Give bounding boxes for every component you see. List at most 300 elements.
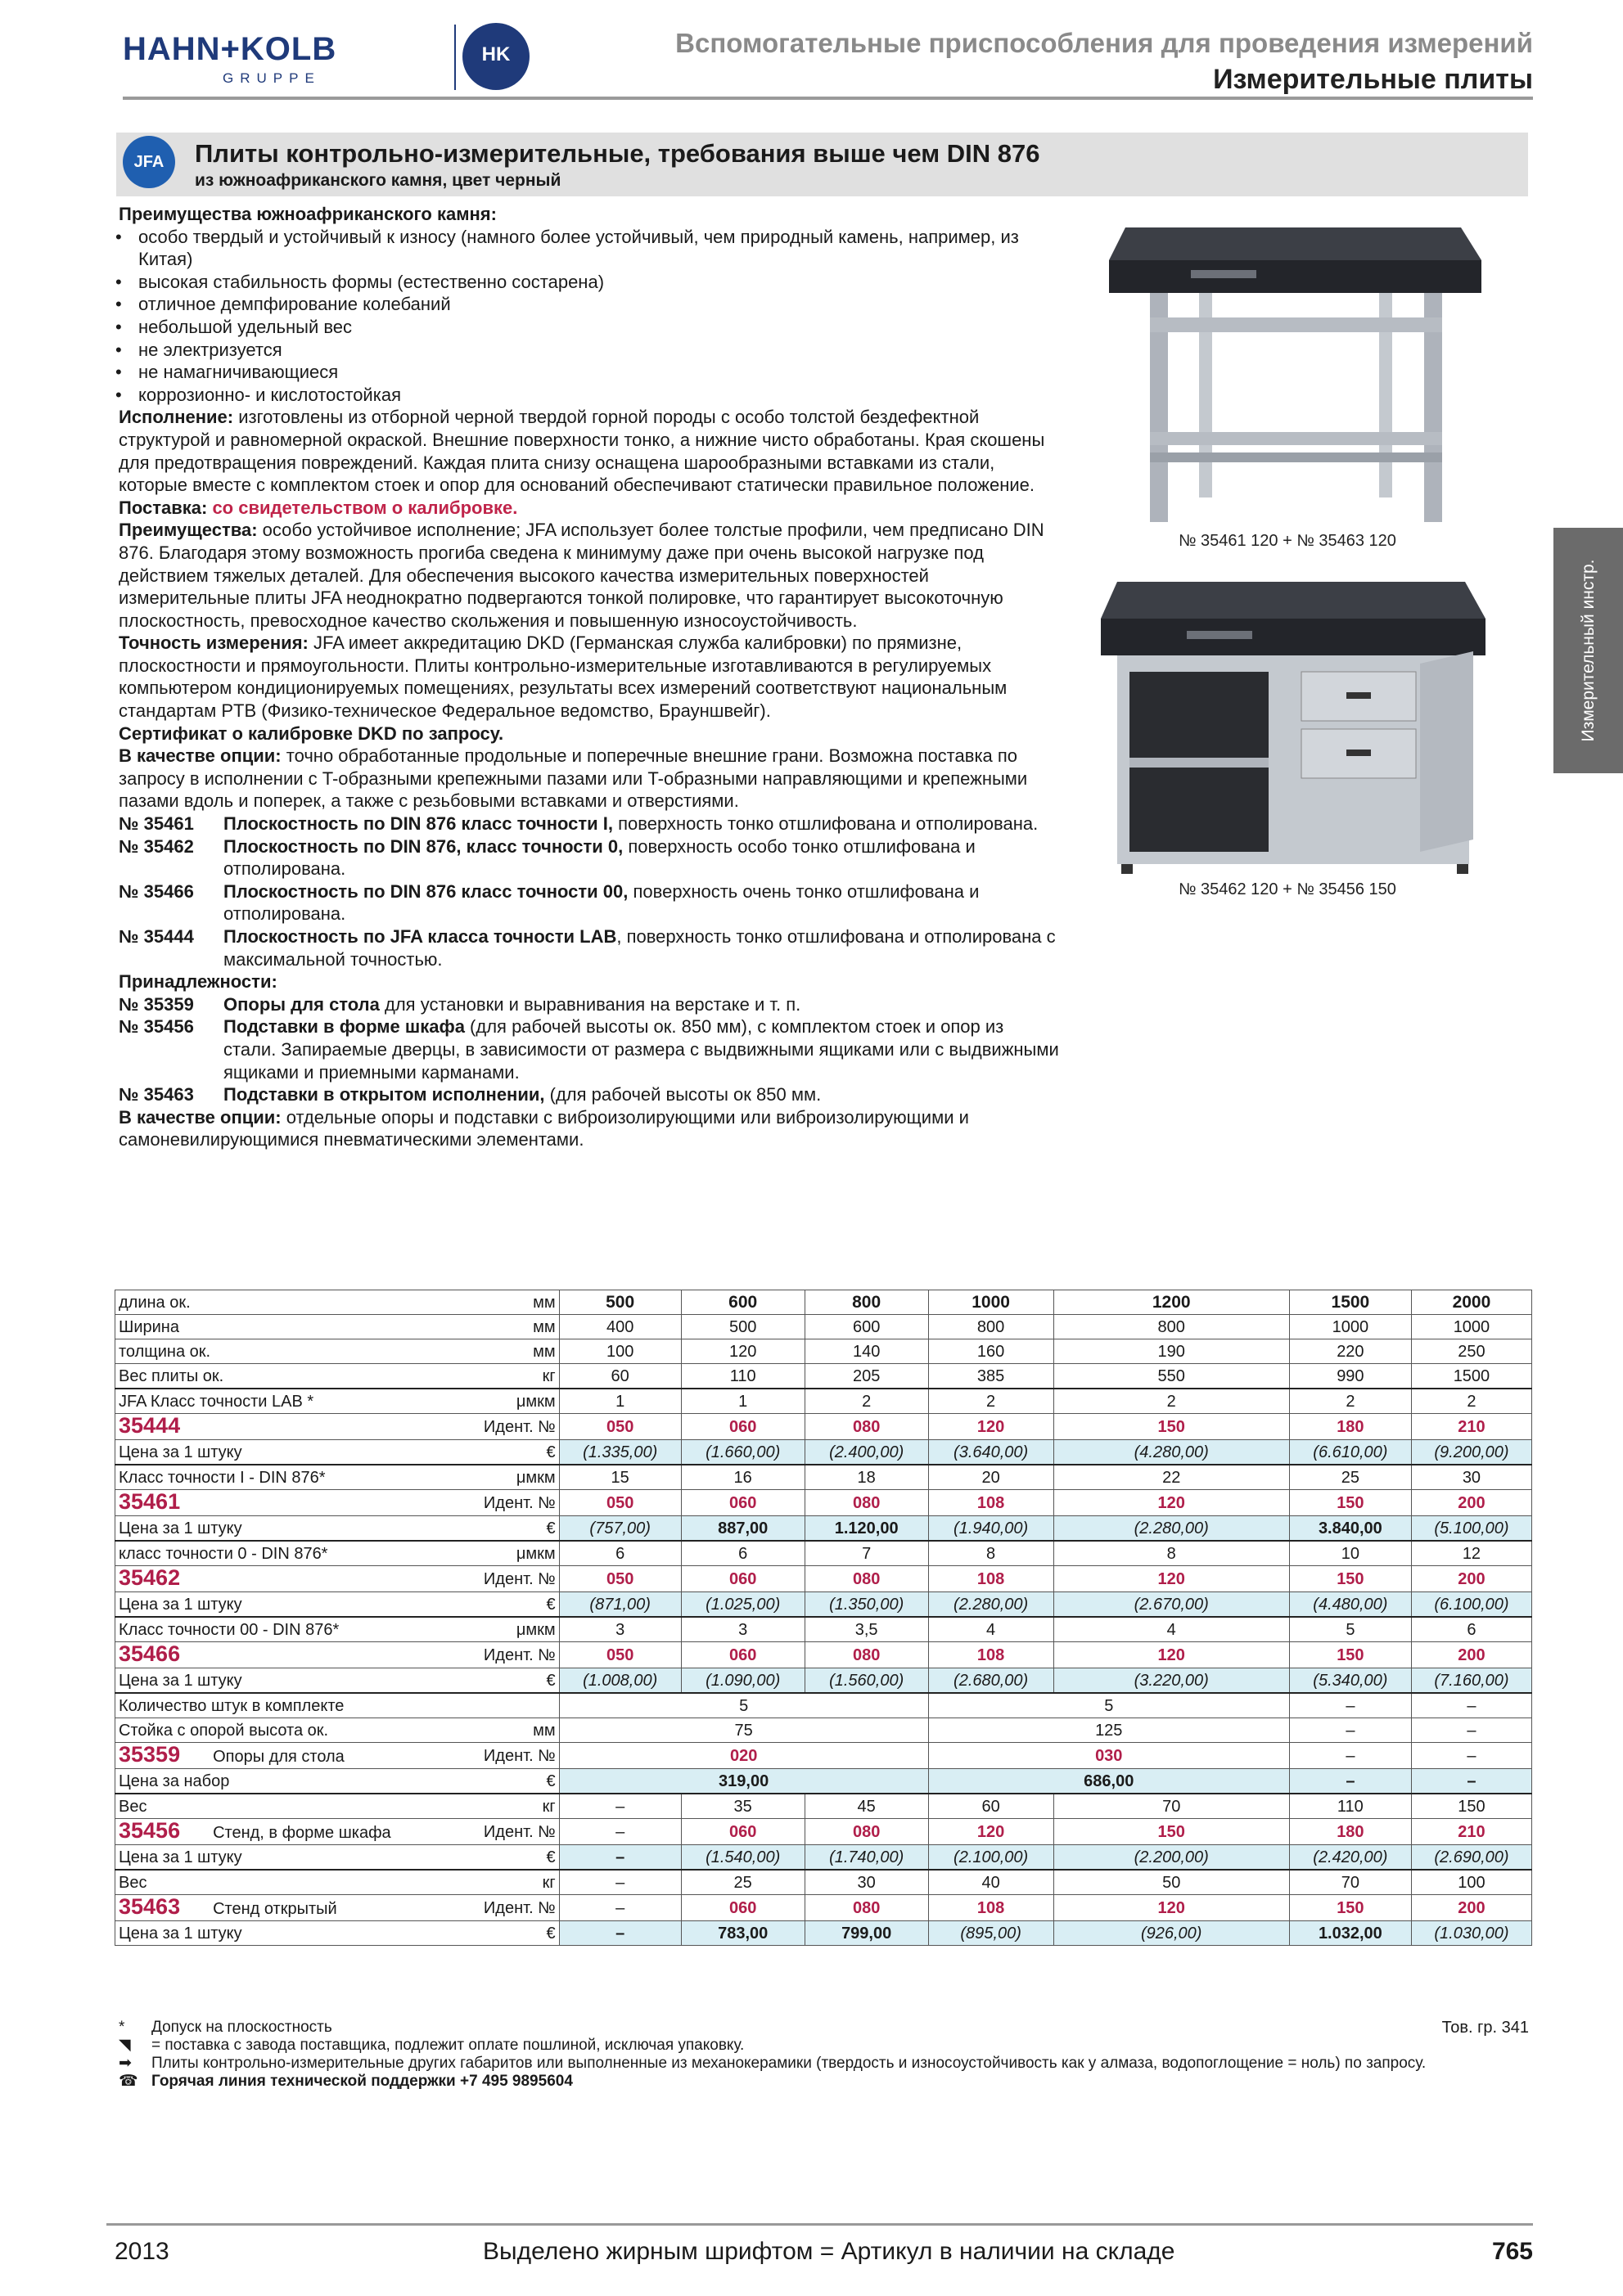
ident-number: 050 bbox=[559, 1566, 681, 1592]
accessories-heading: Принадлежности: bbox=[119, 971, 277, 993]
product-photo-open-stand bbox=[1101, 211, 1485, 530]
ident-number: 120 bbox=[1053, 1642, 1289, 1668]
support-height: 125 bbox=[928, 1718, 1289, 1743]
price-value: 799,00 bbox=[805, 1921, 928, 1946]
dimension-value: 100 bbox=[559, 1339, 681, 1364]
price-value: (4.480,00) bbox=[1289, 1592, 1411, 1618]
variant-item bbox=[119, 925, 1060, 970]
row-unit: € bbox=[480, 1845, 559, 1871]
tolerance-value: 1 bbox=[559, 1389, 681, 1414]
variant-description bbox=[223, 880, 1060, 925]
variant-item bbox=[119, 813, 1060, 835]
price-value: (926,00) bbox=[1053, 1921, 1289, 1946]
variant-title: Подставки в форме шкафа bbox=[223, 1016, 465, 1038]
price-label: Цена за 1 штуку bbox=[115, 1440, 480, 1465]
variant-description bbox=[223, 835, 1060, 880]
table-row bbox=[115, 1315, 1532, 1339]
table-row bbox=[115, 1693, 1532, 1718]
footer-divider bbox=[106, 2223, 1533, 2226]
row-unit: мм bbox=[480, 1290, 559, 1315]
article-name: Опоры для стола bbox=[213, 1748, 345, 1766]
footnote-text: = поставка с завода поставщика, подлежит оплате пошлиной, исключая упаковку. bbox=[151, 2037, 745, 2054]
article-number: 35466 bbox=[119, 1641, 181, 1666]
price-value: (1.025,00) bbox=[681, 1592, 805, 1618]
row-unit: мм bbox=[480, 1315, 559, 1339]
footer-year: 2013 bbox=[115, 2238, 169, 2265]
article-cell bbox=[115, 1490, 480, 1516]
price-value: (757,00) bbox=[559, 1516, 681, 1542]
table-row bbox=[115, 1870, 1532, 1895]
tolerance-value: 2 bbox=[1053, 1389, 1289, 1414]
product-description bbox=[119, 203, 1060, 1151]
variant-text: поверхность тонко отшлифована и отполирована. bbox=[613, 813, 1039, 835]
footnotes bbox=[119, 2019, 1428, 2091]
accessories-list bbox=[119, 993, 1060, 1106]
option2-text: отдельные опоры и подставки с виброизолирующими или виброизолирующими и самоневилирующимися пневматическими элементами. bbox=[119, 1106, 969, 1150]
variant-text: (для рабочей высоты ок 850 мм. bbox=[544, 1084, 822, 1105]
article-name: Стенд, в форме шкафа bbox=[213, 1824, 391, 1842]
stand-weight: 50 bbox=[1053, 1870, 1289, 1895]
price-value: – bbox=[1289, 1769, 1411, 1794]
variant-title: Подставки в открытом исполнении, bbox=[223, 1084, 545, 1105]
ident-number: 180 bbox=[1289, 1819, 1411, 1845]
price-value: 1.032,00 bbox=[1289, 1921, 1411, 1946]
footnote-symbol-icon: ➡ bbox=[119, 2055, 132, 2072]
tolerance-value: 16 bbox=[681, 1465, 805, 1490]
table-row bbox=[115, 1290, 1532, 1315]
tolerance-value: 3 bbox=[681, 1617, 805, 1642]
side-tab[interactable]: Измерительный инстр. bbox=[1553, 528, 1623, 773]
price-value: (3.220,00) bbox=[1053, 1668, 1289, 1694]
table-cell: – bbox=[1411, 1718, 1531, 1743]
brand-group: GRUPPE bbox=[223, 70, 321, 86]
supply-label: Поставка: bbox=[119, 497, 208, 518]
table-row bbox=[115, 1617, 1532, 1642]
ident-number: 080 bbox=[805, 1490, 928, 1516]
ident-number: 080 bbox=[805, 1819, 928, 1845]
table-row bbox=[115, 1414, 1532, 1440]
dimension-value: 1000 bbox=[1289, 1315, 1411, 1339]
dimension-value: 60 bbox=[559, 1364, 681, 1389]
price-value: 686,00 bbox=[928, 1769, 1289, 1794]
table-row bbox=[115, 1566, 1532, 1592]
advantages-list bbox=[119, 226, 1060, 407]
tolerance-value: 2 bbox=[805, 1389, 928, 1414]
footnote bbox=[119, 2037, 1428, 2055]
table-row bbox=[115, 1819, 1532, 1845]
row-unit: кг bbox=[480, 1870, 559, 1895]
accuracy-class-label: JFA Класс точности LAB * bbox=[115, 1389, 480, 1414]
row-label: Вес bbox=[115, 1870, 480, 1895]
variant-text: , поверхность тонко отшлифована и отполирована с максимальной точностью. bbox=[223, 926, 1056, 970]
variant-description bbox=[223, 993, 1060, 1016]
row-unit: μмкм bbox=[480, 1541, 559, 1566]
dimension-value: 385 bbox=[928, 1364, 1053, 1389]
advantage-item: • отличное демпфирование колебаний bbox=[119, 293, 1060, 316]
row-unit: Идент. № bbox=[480, 1414, 559, 1440]
ident-number: 200 bbox=[1411, 1566, 1531, 1592]
row-unit: € bbox=[480, 1592, 559, 1618]
ident-number: 050 bbox=[559, 1642, 681, 1668]
dimension-value: 800 bbox=[805, 1290, 928, 1315]
benefits-text: особо устойчивое исполнение; JFA использует более толстые профили, чем предписано DIN 876. Благодаря этому возможность прогиба сведена к минимуму даже при очень высокой нагрузке под действием тяжелых деталей. Для обеспечения высокого качества измерительных поверхностей измерительные плиты JFA неоднократно подвергаются тонкой полировке, что гарантирует высокоточную плоскостность, превосходное качество скольжения и повышенную износоустойчивость. bbox=[119, 520, 1044, 631]
set-quantity: 5 bbox=[928, 1693, 1289, 1718]
price-value: (2.670,00) bbox=[1053, 1592, 1289, 1618]
row-label: Стойка с опорой высота ок. bbox=[115, 1718, 480, 1743]
stand-weight: – bbox=[559, 1794, 681, 1819]
tolerance-value: 8 bbox=[928, 1541, 1053, 1566]
price-value: (2.100,00) bbox=[928, 1845, 1053, 1871]
advantage-item: • особо твердый и устойчивый к износу (намного более устойчивый, чем природный камень, например, из Китая) bbox=[119, 226, 1060, 271]
article-number: 35444 bbox=[119, 1413, 181, 1438]
brand-name: HAHN+KOLB bbox=[123, 31, 337, 67]
ident-number: 050 bbox=[559, 1490, 681, 1516]
hk-emblem-icon: HK bbox=[462, 23, 530, 90]
ident-number: 120 bbox=[1053, 1895, 1289, 1921]
tolerance-value: 22 bbox=[1053, 1465, 1289, 1490]
price-value: (1.030,00) bbox=[1411, 1921, 1531, 1946]
dimension-value: 800 bbox=[1053, 1315, 1289, 1339]
price-value: (1.335,00) bbox=[559, 1440, 681, 1465]
price-value: (2.690,00) bbox=[1411, 1845, 1531, 1871]
ident-number: 060 bbox=[681, 1895, 805, 1921]
price-value: (2.200,00) bbox=[1053, 1845, 1289, 1871]
variant-item bbox=[119, 835, 1060, 880]
article-number: 35463 bbox=[119, 1894, 181, 1919]
article-number: № 35456 bbox=[119, 1016, 194, 1038]
stand-weight: 100 bbox=[1411, 1870, 1531, 1895]
table-row bbox=[115, 1769, 1532, 1794]
variant-item bbox=[119, 993, 1060, 1016]
footer-note: Выделено жирным шрифтом = Артикул в наличии на складе bbox=[483, 2238, 1175, 2265]
ident-number: 060 bbox=[681, 1566, 805, 1592]
advantage-item: • не электризуется bbox=[119, 339, 1060, 362]
article-number: 35456 bbox=[119, 1818, 181, 1843]
table-row bbox=[115, 1642, 1532, 1668]
product-title: Плиты контрольно-измерительные, требования выше чем DIN 876 bbox=[195, 139, 1040, 168]
ident-number: 030 bbox=[928, 1743, 1289, 1769]
article-number: № 35466 bbox=[119, 880, 194, 902]
stand-weight: 30 bbox=[805, 1870, 928, 1895]
dimension-value: 1000 bbox=[1411, 1315, 1531, 1339]
row-unit: Идент. № bbox=[480, 1490, 559, 1516]
product-subtitle: из южноафриканского камня, цвет черный bbox=[195, 171, 561, 190]
dimension-value: 1500 bbox=[1411, 1364, 1531, 1389]
footnote-symbol-icon: ◥ bbox=[119, 2037, 131, 2054]
row-label: длина ок. bbox=[115, 1290, 480, 1315]
ident-number: 050 bbox=[559, 1414, 681, 1440]
dimension-value: 205 bbox=[805, 1364, 928, 1389]
ident-number: 120 bbox=[928, 1414, 1053, 1440]
table-cell: – bbox=[1411, 1743, 1531, 1769]
advantage-item: • не намагничивающиеся bbox=[119, 361, 1060, 384]
row-unit: μмкм bbox=[480, 1465, 559, 1490]
specs-price-table bbox=[115, 1290, 1532, 1946]
price-value: 3.840,00 bbox=[1289, 1516, 1411, 1542]
dimension-value: 250 bbox=[1411, 1339, 1531, 1364]
row-label: Вес bbox=[115, 1794, 480, 1819]
variant-description bbox=[223, 1015, 1060, 1083]
tolerance-value: 3,5 bbox=[805, 1617, 928, 1642]
price-value: – bbox=[559, 1845, 681, 1871]
row-unit: μмкм bbox=[480, 1617, 559, 1642]
option1-label: В качестве опции: bbox=[119, 745, 282, 767]
header-divider bbox=[123, 97, 1533, 100]
ident-number: 200 bbox=[1411, 1490, 1531, 1516]
stand-weight: 40 bbox=[928, 1870, 1053, 1895]
ident-number: 120 bbox=[928, 1819, 1053, 1845]
page-header bbox=[675, 28, 1533, 96]
table-row bbox=[115, 1440, 1532, 1465]
price-value: – bbox=[1411, 1769, 1531, 1794]
table-row bbox=[115, 1668, 1532, 1694]
ident-number: 080 bbox=[805, 1895, 928, 1921]
stand-weight: 35 bbox=[681, 1794, 805, 1819]
stand-weight: 150 bbox=[1411, 1794, 1531, 1819]
advantages-heading: Преимущества южноафриканского камня: bbox=[119, 204, 497, 224]
price-value: 783,00 bbox=[681, 1921, 805, 1946]
row-unit bbox=[480, 1693, 559, 1718]
table-row bbox=[115, 1465, 1532, 1490]
ident-number: 150 bbox=[1053, 1414, 1289, 1440]
execution-text: изготовлены из отборной черной твердой горной породы с особо толстой бездефектной структурой и равномерной окраской. Внешние поверхности тонко, а нижние чисто обработаны. Края скошены для предотвращения повреждений. Каждая плита снизу оснащена шарообразными вставками из стали, которые вместе с комплектом стоек и опор для оснований обеспечивают статически правильное положение. bbox=[119, 407, 1045, 496]
option1-text: точно обработанные продольные и поперечные внешние грани. Возможна поставка по запросу в исполнении с T-образными крепежными пазами или T-образными направляющими и крепежными пазами вдоль и поперек, а также с резьбовыми вставками и отверстиями. bbox=[119, 745, 1028, 812]
option2-label: В качестве опции: bbox=[119, 1106, 282, 1128]
photo-caption: № 35461 120 + № 35463 120 bbox=[1179, 532, 1396, 550]
brand-logo bbox=[123, 23, 511, 93]
footnote-text: Допуск на плоскостность bbox=[151, 2019, 332, 2036]
article-number: № 35359 bbox=[119, 993, 194, 1015]
tolerance-value: 4 bbox=[1053, 1617, 1289, 1642]
row-unit: μмкм bbox=[480, 1389, 559, 1414]
ident-number: 150 bbox=[1289, 1895, 1411, 1921]
article-number: 35461 bbox=[119, 1489, 181, 1514]
ident-number: 200 bbox=[1411, 1895, 1531, 1921]
table-row bbox=[115, 1718, 1532, 1743]
price-label: Цена за 1 штуку bbox=[115, 1921, 480, 1946]
article-number: № 35462 bbox=[119, 835, 194, 857]
price-value: (6.100,00) bbox=[1411, 1592, 1531, 1618]
table-row bbox=[115, 1895, 1532, 1921]
ident-number: 108 bbox=[928, 1642, 1053, 1668]
tolerance-value: 2 bbox=[1289, 1389, 1411, 1414]
stand-weight: 25 bbox=[681, 1870, 805, 1895]
dimension-value: 500 bbox=[559, 1290, 681, 1315]
footnote bbox=[119, 2055, 1428, 2073]
table-row bbox=[115, 1364, 1532, 1389]
dimension-value: 1000 bbox=[928, 1290, 1053, 1315]
dimension-value: 2000 bbox=[1411, 1290, 1531, 1315]
variant-text: поверхность особо тонко отшлифована и отполирована. bbox=[223, 835, 976, 880]
accuracy-text: JFA имеет аккредитацию DKD (Германская служба калибровки) по прямизне, плоскостности и прямоугольности. Плиты контрольно-измерительные изготавливаются в регулируемых компьютером кондиционируемых помещениях, результаты всех измерений соответствуют национальным стандартам PTB (Физико-техническое Федеральное ведомство, Брауншвейг). bbox=[119, 633, 1008, 722]
row-unit: € bbox=[480, 1769, 559, 1794]
tolerance-value: 6 bbox=[1411, 1617, 1531, 1642]
variant-item bbox=[119, 1083, 1060, 1106]
row-unit: Идент. № bbox=[480, 1642, 559, 1668]
variant-title: Плоскостность по JFA класса точности LAB bbox=[223, 926, 617, 947]
footnote-text: Плиты контрольно-измерительные других габаритов или выполненные из механокерамики (твердость и износоустойчивость как у алмаза, водопоглощение = ноль) по запросу. bbox=[151, 2055, 1427, 2072]
article-cell bbox=[115, 1642, 480, 1668]
table-row bbox=[115, 1516, 1532, 1542]
row-unit: € bbox=[480, 1440, 559, 1465]
row-unit: кг bbox=[480, 1794, 559, 1819]
price-value: (895,00) bbox=[928, 1921, 1053, 1946]
ident-number: 080 bbox=[805, 1566, 928, 1592]
article-number: 35359 bbox=[119, 1742, 181, 1767]
dimension-value: 1500 bbox=[1289, 1290, 1411, 1315]
table-row bbox=[115, 1339, 1532, 1364]
section-title: Измерительные плиты bbox=[1213, 64, 1533, 95]
row-unit: кг bbox=[480, 1364, 559, 1389]
ident-number: 180 bbox=[1289, 1414, 1411, 1440]
dimension-value: 120 bbox=[681, 1339, 805, 1364]
dimension-value: 190 bbox=[1053, 1339, 1289, 1364]
set-quantity: 5 bbox=[559, 1693, 928, 1718]
accuracy-class-label: Класс точности 00 - DIN 876* bbox=[115, 1617, 480, 1642]
tolerance-value: 1 bbox=[681, 1389, 805, 1414]
tolerance-value: 2 bbox=[1411, 1389, 1531, 1414]
ident-number: 150 bbox=[1053, 1819, 1289, 1845]
accuracy-label: Точность измерения: bbox=[119, 633, 309, 654]
price-value: (7.160,00) bbox=[1411, 1668, 1531, 1694]
table-cell: – bbox=[1289, 1693, 1411, 1718]
price-value: (2.400,00) bbox=[805, 1440, 928, 1465]
price-value: 1.120,00 bbox=[805, 1516, 928, 1542]
price-value: (6.610,00) bbox=[1289, 1440, 1411, 1465]
row-label: Ширина bbox=[115, 1315, 480, 1339]
tolerance-value: 30 bbox=[1411, 1465, 1531, 1490]
tolerance-value: 6 bbox=[559, 1541, 681, 1566]
price-label: Цена за 1 штуку bbox=[115, 1845, 480, 1871]
price-value: 887,00 bbox=[681, 1516, 805, 1542]
dimension-value: 1200 bbox=[1053, 1290, 1289, 1315]
product-photo-cabinet bbox=[1097, 569, 1490, 876]
tolerance-value: 10 bbox=[1289, 1541, 1411, 1566]
ident-number: – bbox=[559, 1819, 681, 1845]
table-cell: – bbox=[1411, 1693, 1531, 1718]
article-cell bbox=[115, 1819, 480, 1845]
tolerance-value: 5 bbox=[1289, 1617, 1411, 1642]
price-label: Цена за 1 штуку bbox=[115, 1592, 480, 1618]
tolerance-value: 25 bbox=[1289, 1465, 1411, 1490]
row-label: Вес плиты ок. bbox=[115, 1364, 480, 1389]
ident-number: 210 bbox=[1411, 1414, 1531, 1440]
footnote-text: Горячая линия технической поддержки +7 495 9895604 bbox=[151, 2073, 573, 2090]
dimension-value: 990 bbox=[1289, 1364, 1411, 1389]
footnote-symbol-icon: ☎ bbox=[119, 2073, 138, 2090]
tolerance-value: 6 bbox=[681, 1541, 805, 1566]
accuracy-class-label: Класс точности I - DIN 876* bbox=[115, 1465, 480, 1490]
price-label: Цена за 1 штуку bbox=[115, 1668, 480, 1694]
dimension-value: 600 bbox=[681, 1290, 805, 1315]
row-unit: € bbox=[480, 1921, 559, 1946]
certificate-note: Сертификат о калибровке DKD по запросу. bbox=[119, 723, 504, 744]
ident-number: 120 bbox=[1053, 1490, 1289, 1516]
ident-number: 108 bbox=[928, 1490, 1053, 1516]
price-value: (1.660,00) bbox=[681, 1440, 805, 1465]
advantage-item: • коррозионно- и кислотостойкая bbox=[119, 384, 1060, 407]
advantage-item: • высокая стабильность формы (естественно состарена) bbox=[119, 271, 1060, 294]
ident-number: 200 bbox=[1411, 1642, 1531, 1668]
accuracy-class-label: класс точности 0 - DIN 876* bbox=[115, 1541, 480, 1566]
ident-number: 060 bbox=[681, 1414, 805, 1440]
dimension-value: 400 bbox=[559, 1315, 681, 1339]
price-value: (3.640,00) bbox=[928, 1440, 1053, 1465]
dimension-value: 140 bbox=[805, 1339, 928, 1364]
dimension-value: 220 bbox=[1289, 1339, 1411, 1364]
variant-title: Плоскостность по DIN 876 класс точности 00, bbox=[223, 880, 629, 902]
footnote bbox=[119, 2019, 1428, 2037]
row-unit: Идент. № bbox=[480, 1895, 559, 1921]
table-row bbox=[115, 1743, 1532, 1769]
stand-weight: 60 bbox=[928, 1794, 1053, 1819]
table-cell: – bbox=[1289, 1718, 1411, 1743]
stand-weight: 110 bbox=[1289, 1794, 1411, 1819]
dimension-value: 160 bbox=[928, 1339, 1053, 1364]
price-value: (9.200,00) bbox=[1411, 1440, 1531, 1465]
price-label: Цена за набор bbox=[115, 1769, 480, 1794]
tolerance-value: 2 bbox=[928, 1389, 1053, 1414]
dimension-value: 800 bbox=[928, 1315, 1053, 1339]
section-subtitle: Вспомогательные приспособления для проведения измерений bbox=[675, 28, 1533, 58]
ident-number: 150 bbox=[1289, 1566, 1411, 1592]
price-value: (5.340,00) bbox=[1289, 1668, 1411, 1694]
dimension-value: 500 bbox=[681, 1315, 805, 1339]
variant-description bbox=[223, 1083, 1060, 1106]
row-unit: мм bbox=[480, 1339, 559, 1364]
dimension-value: 600 bbox=[805, 1315, 928, 1339]
footnote bbox=[119, 2073, 1428, 2091]
ident-number: 080 bbox=[805, 1414, 928, 1440]
stand-weight: 70 bbox=[1053, 1794, 1289, 1819]
price-value: (2.680,00) bbox=[928, 1668, 1053, 1694]
variant-text: поверхность очень тонко отшлифована и отполирована. bbox=[223, 880, 980, 925]
benefits-label: Преимущества: bbox=[119, 520, 258, 541]
variant-text: для установки и выравнивания на верстаке и т. п. bbox=[379, 993, 801, 1015]
table-row bbox=[115, 1389, 1532, 1414]
execution-label: Исполнение: bbox=[119, 407, 234, 428]
ident-number: – bbox=[559, 1895, 681, 1921]
price-value: (2.280,00) bbox=[1053, 1516, 1289, 1542]
price-value: (1.560,00) bbox=[805, 1668, 928, 1694]
price-value: (1.008,00) bbox=[559, 1668, 681, 1694]
article-cell bbox=[115, 1566, 480, 1592]
tolerance-value: 20 bbox=[928, 1465, 1053, 1490]
table-row bbox=[115, 1490, 1532, 1516]
footnote-symbol-icon: * bbox=[119, 2019, 125, 2036]
ident-number: 210 bbox=[1411, 1819, 1531, 1845]
table-cell: – bbox=[1289, 1743, 1411, 1769]
tolerance-value: 7 bbox=[805, 1541, 928, 1566]
variant-title: Опоры для стола bbox=[223, 993, 380, 1015]
article-number: № 35444 bbox=[119, 926, 194, 947]
support-height: 75 bbox=[559, 1718, 928, 1743]
page-number: 765 bbox=[1491, 2238, 1533, 2265]
price-value: 319,00 bbox=[559, 1769, 928, 1794]
product-group: Тов. гр. 341 bbox=[1441, 2019, 1529, 2037]
row-label: Количество штук в комплекте bbox=[115, 1693, 480, 1718]
table-row bbox=[115, 1845, 1532, 1871]
advantage-item: • небольшой удельный вес bbox=[119, 316, 1060, 339]
price-value: (1.940,00) bbox=[928, 1516, 1053, 1542]
row-unit: Идент. № bbox=[480, 1566, 559, 1592]
article-number: 35462 bbox=[119, 1565, 181, 1590]
row-unit: Идент. № bbox=[480, 1743, 559, 1769]
row-unit: € bbox=[480, 1516, 559, 1542]
ident-number: 108 bbox=[928, 1895, 1053, 1921]
variant-title: Плоскостность по DIN 876 класс точности I, bbox=[223, 813, 614, 835]
price-value: (2.420,00) bbox=[1289, 1845, 1411, 1871]
